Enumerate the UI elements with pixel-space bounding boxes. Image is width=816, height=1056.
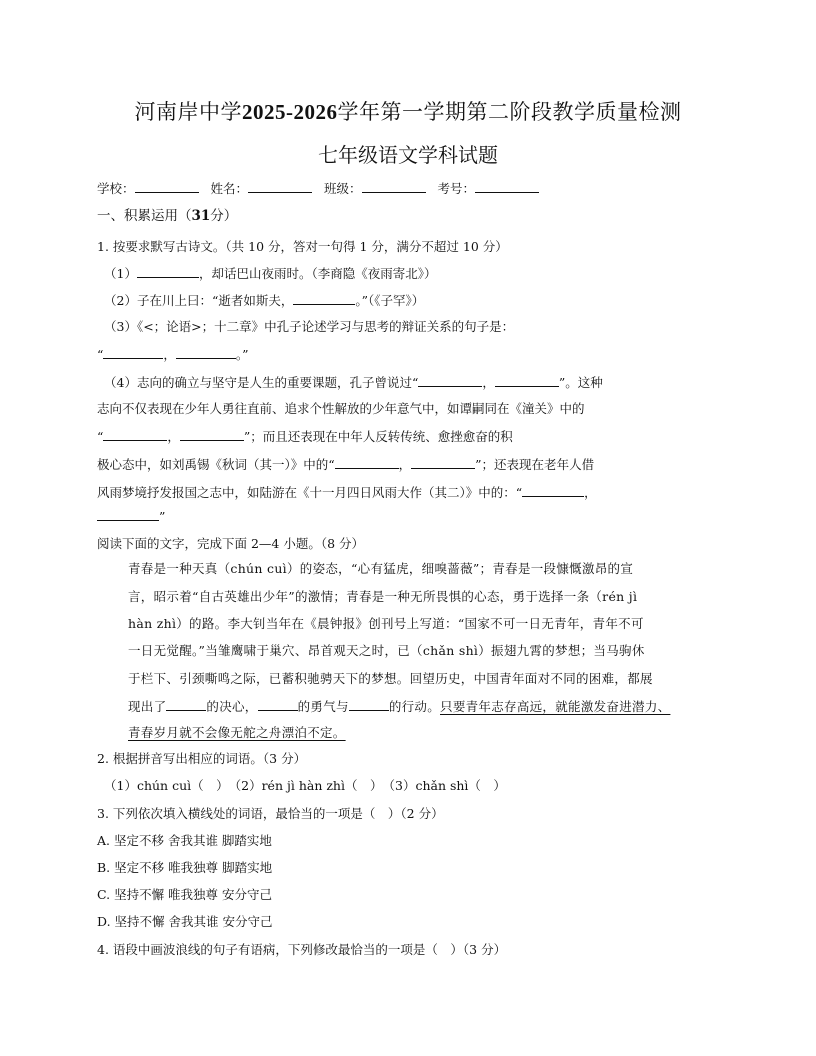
answer-blank[interactable] <box>335 456 399 469</box>
passage-line: 于栏下、引颈嘶鸣之际，已蓄积驰骋天下的梦想。回望历史，中国青年面对不同的困难，都展 <box>128 671 653 686</box>
question-3-stem: 3. 下列依次填入横线处的词语，最恰当的一项是（ ）（2 分） <box>97 806 444 821</box>
section-heading: 一、积累运用（31分） <box>97 208 238 224</box>
answer-blank[interactable] <box>293 292 355 305</box>
question-1-item-4-line2: 志向不仅表现在少年人勇往直前、追求个性解放的少年意气中，如谭嗣同在《潼关》中的 <box>97 401 585 416</box>
passage-line: 青春是一种天真（chún cuì）的姿态，“心有猛虎，细嗅蔷薇”；青春是一段慷慨激昂的宣 <box>128 561 634 576</box>
answer-blank[interactable] <box>349 698 389 711</box>
reading-intro: 阅读下面的文字，完成下面 2—4 小题。（8 分） <box>97 536 365 551</box>
question-1-item-3: （3）《<；论语>；十二章》中孔子论述学习与思考的辩证关系的句子是： <box>104 319 515 334</box>
question-1-item-3-answer: “ ， 。” <box>97 347 249 362</box>
answer-blank[interactable] <box>418 374 482 387</box>
question-1-item-4-line3: “ ， ”；而且还表现在中年人反转传统、愈挫愈奋的积 <box>97 429 513 444</box>
class-field[interactable]: 班级： <box>324 180 426 197</box>
question-1-item-4-line6: ” <box>97 508 737 525</box>
exam-subtitle: 七年级语文学科试题 <box>318 143 498 167</box>
passage-line: 言，昭示着“自古英雄出少年”的激情；青春是一种无所畏惧的心态，勇于选择一条（rén jì <box>128 589 638 604</box>
question-1-item-4: （4）志向的确立与坚守是人生的重要课题，孔子曾说过“ ， ”。这种 <box>104 375 603 390</box>
answer-blank[interactable] <box>522 484 584 497</box>
passage-line <box>128 725 728 741</box>
exam-number-field[interactable]: 考号： <box>438 180 540 197</box>
answer-blank[interactable] <box>495 374 559 387</box>
exam-number-blank[interactable] <box>475 180 539 193</box>
answer-blank[interactable] <box>176 346 236 359</box>
answer-blank[interactable] <box>97 508 159 521</box>
question-1-stem: 1. 按要求默写古诗文。（共 10 分，答对一句得 1 分，满分不超过 10 分） <box>97 239 508 254</box>
question-1-item-4-line5: 风雨梦境抒发报国之志中，如陆游在《十一月四日风雨大作（其二）》中的：“ ， <box>97 485 597 500</box>
question-3-option-c[interactable]: C. 坚持不懈 唯我独尊 安分守己 <box>97 887 273 902</box>
question-2-stem: 2. 根据拼音写出相应的词语。（3 分） <box>97 751 307 766</box>
answer-blank[interactable] <box>103 428 167 441</box>
answer-blank[interactable] <box>258 698 298 711</box>
answer-blank[interactable] <box>137 265 199 278</box>
question-3-option-d[interactable]: D. 坚持不懈 舍我其谁 安分守己 <box>97 914 273 929</box>
name-blank[interactable] <box>248 180 312 193</box>
passage-line: hàn zhì）的路。李大钊当年在《晨钟报》创刊号上写道：“国家不可一日无青年，青年不可 <box>128 616 644 631</box>
question-4-stem: 4. 语段中画波浪线的句子有语病，下列修改最恰当的一项是（ ）（3 分） <box>97 942 507 957</box>
question-3-option-b[interactable]: B. 坚定不移 唯我独尊 脚踏实地 <box>97 860 273 875</box>
class-blank[interactable] <box>362 180 426 193</box>
answer-blank[interactable] <box>411 456 475 469</box>
exam-title: 河南岸中学2025-2026学年第一学期第二阶段教学质量检测 <box>134 100 682 124</box>
passage-line: 一日无觉醒。”当雏鹰啸于巢穴、昂首观天之时，已（chǎn shì）振翅九霄的梦想；当马驹休 <box>128 643 645 658</box>
name-field[interactable]: 姓名： <box>211 180 313 197</box>
passage-line: 现出了 的决心， 的勇气与 的行动。只要青年志存高远，就能激发奋进潜力、 <box>128 699 671 714</box>
student-info-row <box>97 180 737 197</box>
wavy-underlined-sentence: 只要青年志存高远，就能激发奋进潜力、 <box>440 699 671 714</box>
exam-year: 2025-2026 <box>242 100 338 124</box>
school-field[interactable]: 学校： <box>97 180 199 197</box>
answer-blank[interactable] <box>166 698 206 711</box>
question-1-item-1: （1） ，却话巴山夜雨时。（李商隐《夜雨寄北》） <box>104 266 437 281</box>
answer-blank[interactable] <box>180 428 244 441</box>
school-blank[interactable] <box>135 180 199 193</box>
question-2-options: （1）chún cuì（ ） （2）rén jì hàn zhì（ ） （3）chǎn shì（ ） <box>104 778 506 793</box>
wavy-underlined-sentence: 青春岁月就不会像无舵之舟漂泊不定。 <box>128 725 346 740</box>
question-1-item-4-line4: 极心态中，如刘禹锡《秋词（其一）》中的“ ， ”；还表现在老年人借 <box>97 457 595 472</box>
question-1-item-2: （2）子在川上曰：“逝者如斯夫， 。”（《子罕》） <box>104 293 425 308</box>
question-3-option-a[interactable]: A. 坚定不移 舍我其谁 脚踏实地 <box>97 833 272 848</box>
answer-blank[interactable] <box>103 346 163 359</box>
